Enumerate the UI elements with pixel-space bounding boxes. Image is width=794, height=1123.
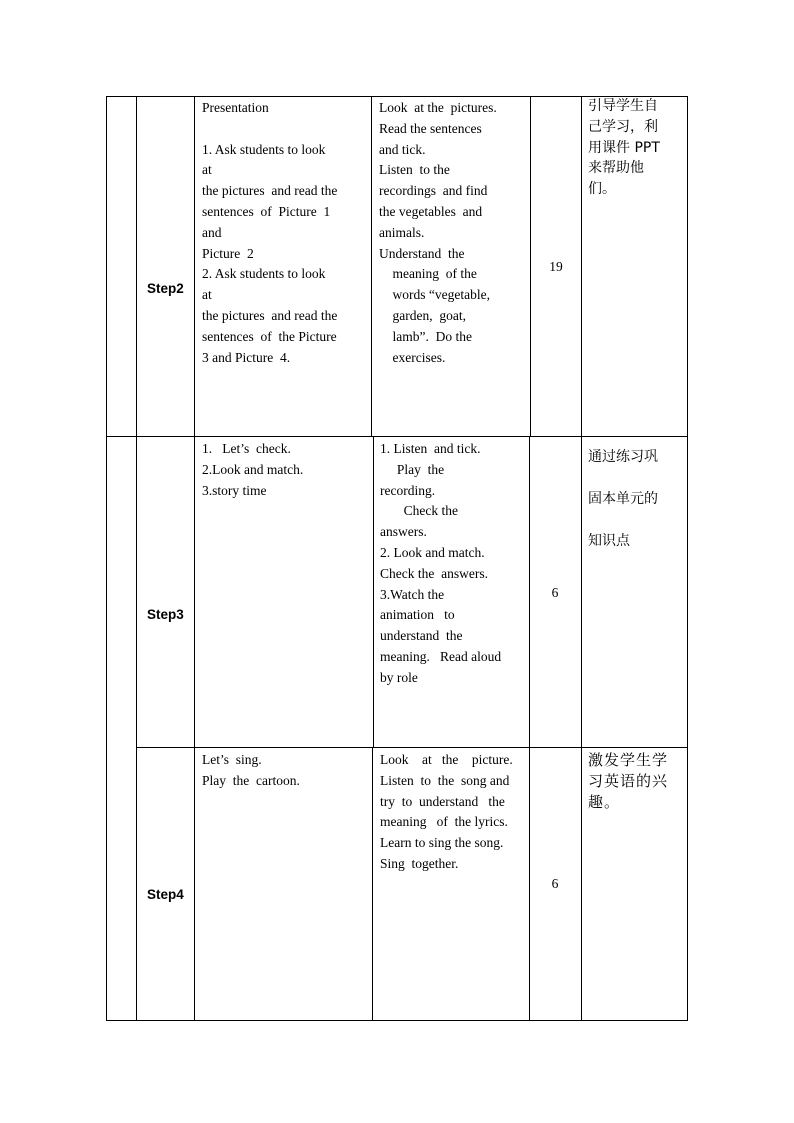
lesson-plan-table [106,96,688,1021]
design-purpose: 激发学生学 习英语的兴 趣。 [588,751,669,811]
design-purpose: 通过练习巩 固本单元的 知识点 [588,449,658,549]
teacher-activity: Presentation 1. Ask students to look at the pictures and read the sentences of Picture 1 and Picture 2 2. Ask students to look at the pictures and read the sentences of the Picture 3 and Picture 4. [202,100,338,365]
column-divider [373,436,374,747]
column-divider [529,436,530,1021]
column-divider [371,96,372,436]
step-label: Step3 [147,607,184,622]
row-divider [136,747,688,748]
design-purpose: 引导学生自 己学习，利 用课件 PPT 来帮助他 们。 [588,98,660,198]
column-divider [581,96,582,1021]
column-divider [194,96,195,1021]
table-border-left [106,96,107,1021]
column-divider [372,747,373,1021]
step-label: Step4 [147,887,184,902]
step-label: Step2 [147,281,184,296]
time-minutes: 6 [551,876,559,891]
time-minutes: 6 [551,585,559,600]
column-divider [136,96,137,1021]
student-activity: Look at the picture. Listen to the song and try to understand the meaning of the lyrics. Learn to sing the song. Sing together. [380,752,513,871]
table-border-right [687,96,688,1021]
teacher-activity: 1. Let’s check. 2.Look and match. 3.story time [202,441,304,498]
student-activity: Look at the pictures. Read the sentences and tick. Listen to the recordings and find the vegetables and animals. Understand the meaning of the words “vegetable, garden, goat, lamb”. Do the exercises. [379,100,497,365]
time-minutes: 19 [549,259,563,274]
student-activity: 1. Listen and tick. Play the recording. Check the answers. 2. Look and match. Check the answers. 3.Watch the animation to understand the meaning. Read aloud by role [380,441,502,685]
teacher-activity: Let’s sing. Play the cartoon. [202,752,300,788]
